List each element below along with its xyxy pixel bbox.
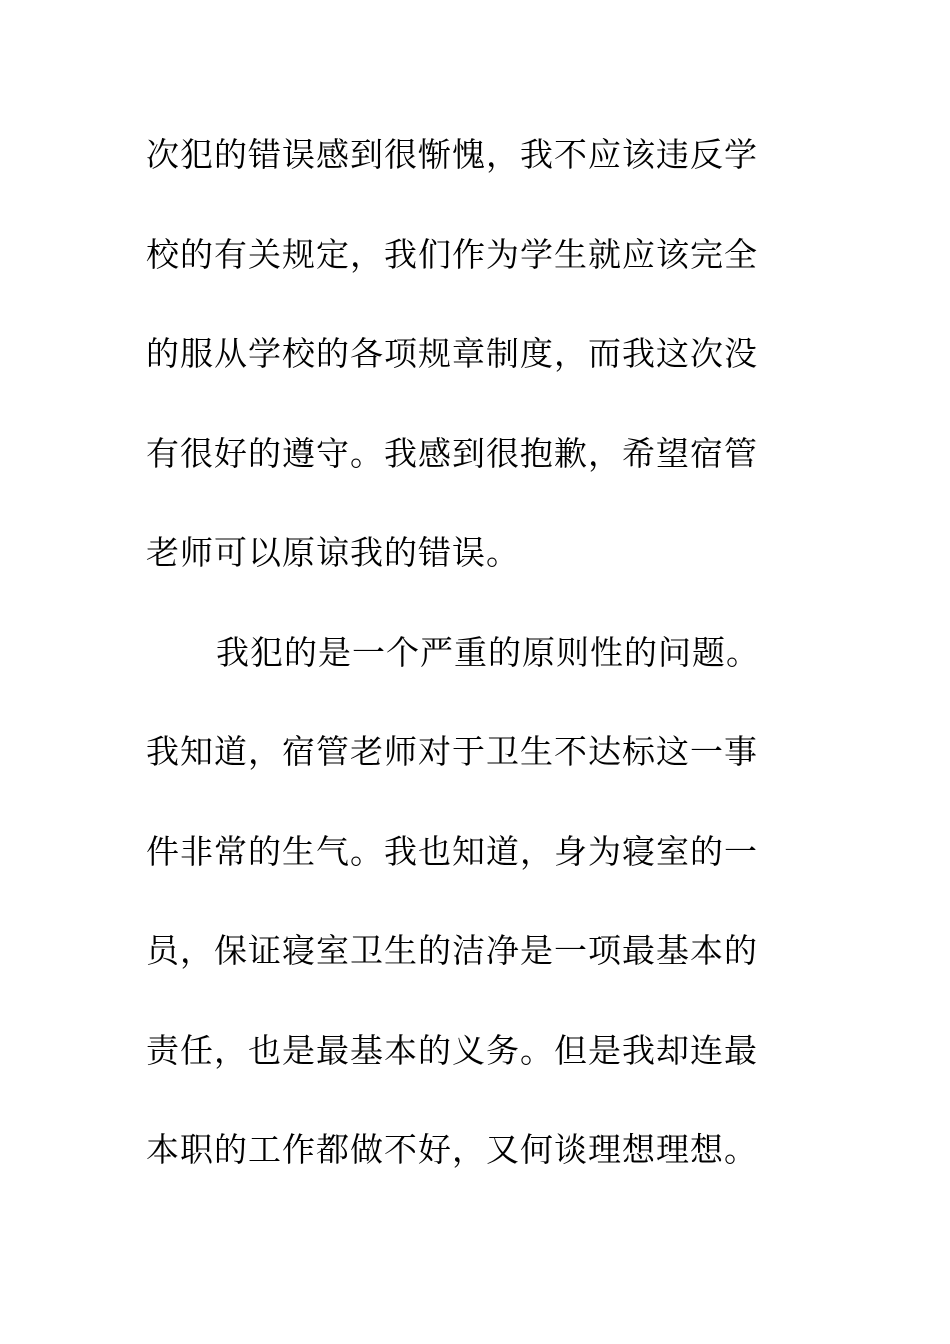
text-line: 件非常的生气。我也知道，身为寝室的一 [146,831,758,871]
text-line: 有很好的遵守。我感到很抱歉，希望宿管 [146,433,758,473]
text-line: 责任，也是最基本的义务。但是我却连最 [146,1030,758,1070]
text-line: 员，保证寝室卫生的洁净是一项最基本的 [146,931,758,970]
paragraph-2 [146,623,786,1220]
document-body [146,125,786,1220]
paragraph-1 [146,125,786,623]
text-line: 老师可以原谅我的错误。 [146,533,520,572]
text-line: 我知道，宿管老师对于卫生不达标这一事 [146,732,758,771]
text-line: 的服从学校的各项规章制度，而我这次没 [146,334,758,373]
text-line: 本职的工作都做不好，又何谈理想理想。 [146,1130,758,1169]
text-line: 我犯的是一个严重的原则性的问题。 [216,632,760,672]
text-line: 校的有关规定，我们作为学生就应该完全 [146,234,758,274]
text-line: 次犯的错误感到很惭愧，我不应该违反学 [146,135,758,174]
